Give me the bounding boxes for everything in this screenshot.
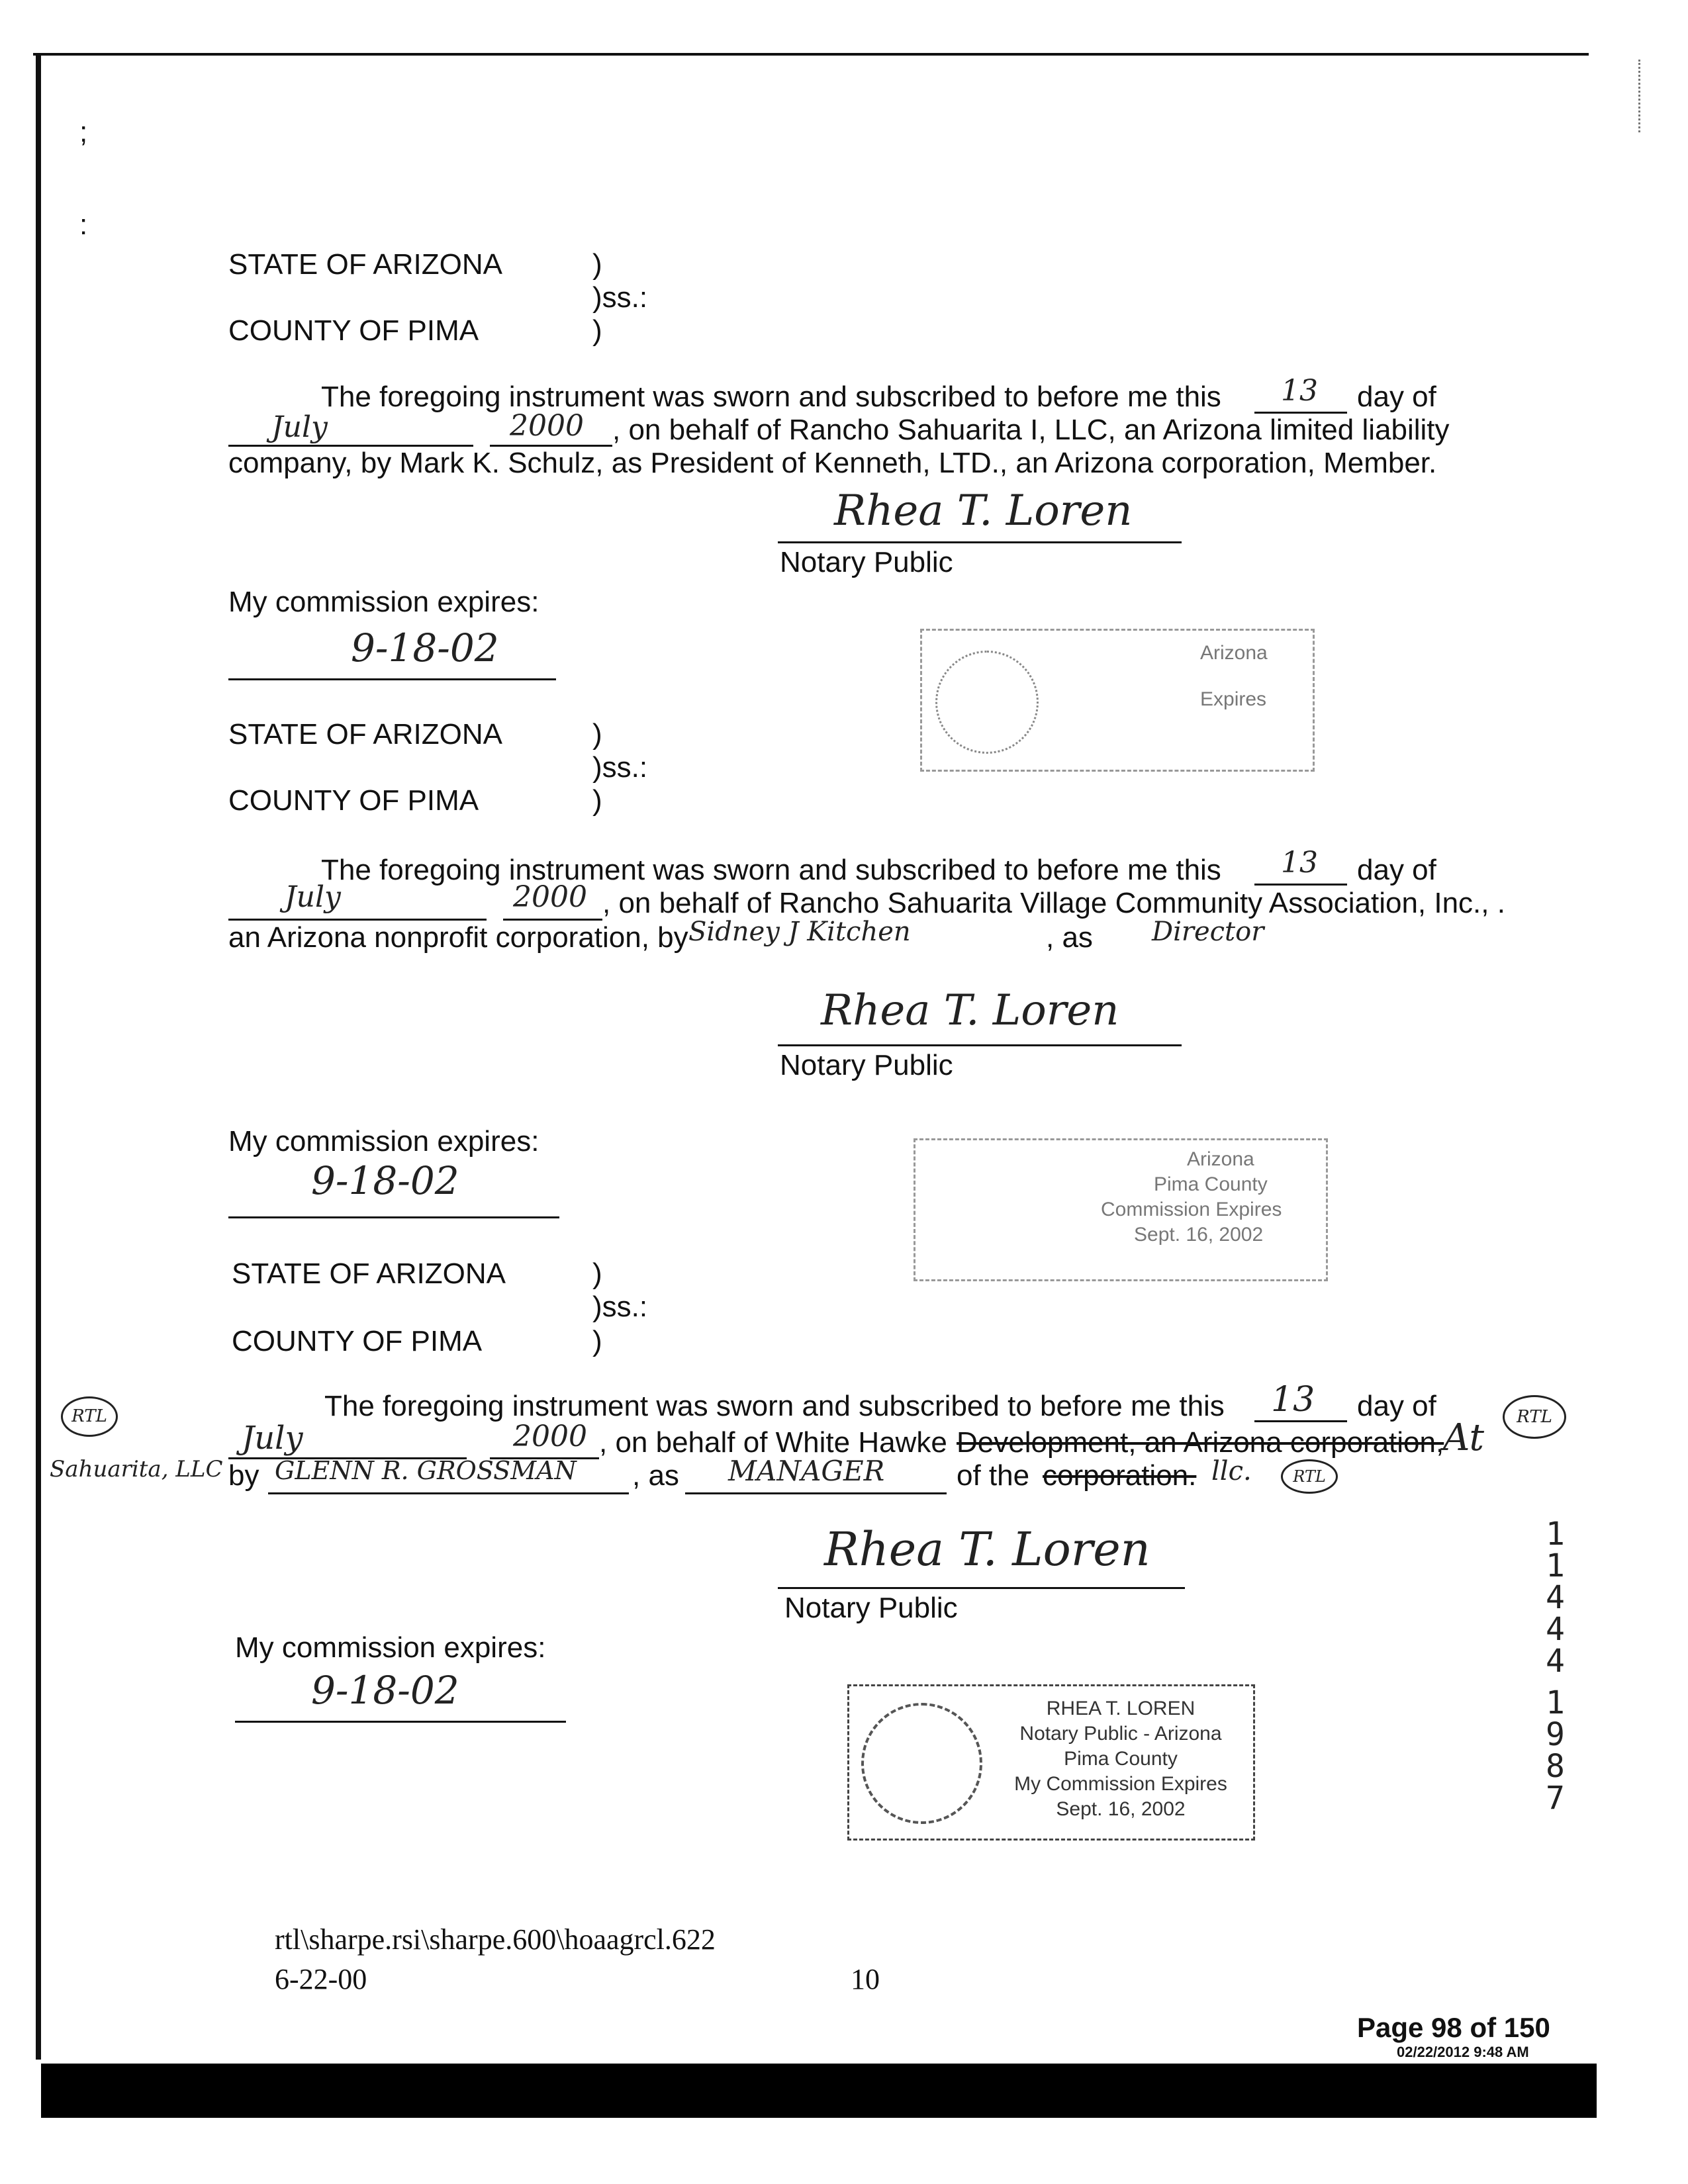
- year-underline: [503, 919, 602, 921]
- recording-digit: 4: [1546, 1611, 1565, 1648]
- stamp-text-line: My Commission Expires: [1014, 1773, 1227, 1795]
- notary-signature: Rhea T. Loren: [834, 486, 1133, 535]
- commission-label: My commission expires:: [228, 586, 539, 618]
- file-path: rtl\sharpe.rsi\sharpe.600\hoaagrcl.622: [275, 1923, 716, 1956]
- commission-label: My commission expires:: [235, 1631, 546, 1664]
- notary-stamp-faint-2: [914, 1138, 1328, 1281]
- stamp-text-line: Notary Public - Arizona: [1019, 1723, 1222, 1745]
- month-handwritten: July: [242, 1420, 303, 1457]
- day-handwritten: 13: [1271, 1380, 1315, 1420]
- day-underline: [1254, 884, 1347, 886]
- page-number: 10: [851, 1963, 880, 1995]
- state-label: STATE OF ARIZONA: [228, 248, 502, 281]
- as-label: , as: [1046, 921, 1093, 954]
- recording-digit: 9: [1546, 1716, 1565, 1753]
- county-label: COUNTY OF PIMA: [228, 784, 479, 817]
- county-label: COUNTY OF PIMA: [232, 1325, 483, 1357]
- llc-handwritten: llc.: [1211, 1456, 1252, 1486]
- of-the-label: of the: [957, 1459, 1030, 1492]
- commission-underline: [228, 1216, 559, 1218]
- notary-stamp-faint-1: [920, 629, 1315, 772]
- margin-note-right: At: [1443, 1416, 1484, 1459]
- commission-date: 9-18-02: [311, 1668, 459, 1713]
- paren: ): [592, 784, 602, 817]
- ss-label: )ss.:: [592, 751, 648, 784]
- notary-signature: Rhea T. Loren: [821, 986, 1119, 1035]
- stamp-text-line: Commission Expires: [1101, 1199, 1282, 1220]
- oath-line-2: , on behalf of Rancho Sahuarita I, LLC, an Arizona limited liability: [612, 414, 1450, 446]
- initials-circle-inline: RTL: [1281, 1459, 1338, 1494]
- oath-line-1: The foregoing instrument was sworn and subscribed to before me this: [321, 854, 1221, 886]
- day-underline: [1254, 1420, 1347, 1422]
- day-of-label: day of: [1357, 854, 1436, 886]
- signature-line: [778, 1044, 1182, 1046]
- stray-mark-2: :: [79, 208, 88, 241]
- oath-line-3: company, by Mark K. Schulz, as President of Kenneth, LTD., an Arizona corporation, Member.: [228, 447, 1437, 479]
- initials-circle-right: RTL: [1503, 1395, 1566, 1439]
- paren: ): [592, 248, 602, 281]
- commission-underline: [228, 678, 556, 680]
- as-label: , as: [632, 1459, 679, 1492]
- stamp-text-line: Arizona: [1200, 642, 1268, 664]
- month-underline: [228, 919, 487, 921]
- title-handwritten: MANAGER: [728, 1455, 885, 1487]
- ss-label: )ss.:: [592, 281, 648, 314]
- notary-stamp: [847, 1684, 1255, 1841]
- notary-public-label: Notary Public: [780, 546, 953, 578]
- day-of-label: day of: [1357, 381, 1436, 413]
- title-handwritten: Director: [1152, 917, 1264, 947]
- recording-digit: 8: [1546, 1748, 1565, 1785]
- by-name-handwritten: GLENN R. GROSSMAN: [275, 1456, 577, 1485]
- print-timestamp: 02/22/2012 9:48 AM: [1397, 2044, 1529, 2060]
- recording-digit: 1: [1546, 1516, 1565, 1553]
- state-label: STATE OF ARIZONA: [232, 1257, 506, 1290]
- oath-line-2-struck: Development, an Arizona corporation,: [957, 1426, 1444, 1459]
- day-handwritten: 13: [1281, 374, 1318, 408]
- oath-line-1: The foregoing instrument was sworn and subscribed to before me this: [321, 381, 1221, 413]
- ss-label: )ss.:: [592, 1291, 648, 1323]
- day-handwritten: 13: [1281, 846, 1318, 880]
- stamp-seal: [935, 651, 1039, 754]
- bottom-bar: [41, 2064, 1597, 2118]
- paren: ): [592, 314, 602, 347]
- oath-line-1: The foregoing instrument was sworn and subscribed to before me this: [324, 1390, 1225, 1422]
- state-label: STATE OF ARIZONA: [228, 718, 502, 751]
- left-border: [36, 54, 41, 2060]
- stamp-text-line: Expires: [1200, 688, 1267, 710]
- by-label: by: [228, 1459, 259, 1492]
- by-name-handwritten: Sidney J Kitchen: [688, 917, 911, 947]
- month-handwritten: July: [271, 410, 328, 444]
- initials-circle-left: RTL: [61, 1396, 118, 1437]
- notary-signature: Rhea T. Loren: [824, 1522, 1150, 1576]
- notary-public-label: Notary Public: [784, 1592, 958, 1624]
- commission-date: 9-18-02: [311, 1158, 459, 1203]
- notary-public-label: Notary Public: [780, 1049, 953, 1081]
- recording-digit: 4: [1546, 1579, 1565, 1616]
- margin-note-left: Sahuarita, LLC: [50, 1456, 223, 1482]
- stamp-text-line: Sept. 16, 2002: [1056, 1798, 1186, 1820]
- commission-date: 9-18-02: [351, 625, 499, 670]
- oath-line-3: an Arizona nonprofit corporation, by: [228, 921, 688, 954]
- recording-digit: 1: [1546, 1684, 1565, 1721]
- paren: ): [592, 718, 602, 751]
- right-edge-marks: [1625, 60, 1640, 132]
- struck-word: corporation.: [1043, 1459, 1197, 1492]
- stamp-text-line: Pima County: [1154, 1173, 1268, 1195]
- stamp-text-line: RHEA T. LOREN: [1046, 1698, 1196, 1719]
- paren: ): [592, 1257, 602, 1290]
- paren: ): [592, 1325, 602, 1357]
- recording-digit: 1: [1546, 1547, 1565, 1584]
- doc-date: 6-22-00: [275, 1963, 367, 1995]
- stamp-text-line: Sept. 16, 2002: [1134, 1224, 1264, 1246]
- month-handwritten: July: [285, 880, 341, 914]
- oath-line-2: , on behalf of Rancho Sahuarita Village Community Association, Inc., .: [602, 887, 1505, 919]
- recording-digit: 4: [1546, 1643, 1565, 1680]
- commission-label: My commission expires:: [228, 1125, 539, 1158]
- by-name-underline: [268, 1492, 629, 1494]
- oath-line-2: , on behalf of White Hawke: [599, 1426, 947, 1459]
- top-border: [33, 53, 1589, 56]
- year-handwritten: 2000: [510, 409, 584, 443]
- year-handwritten: 2000: [513, 1420, 587, 1453]
- day-of-label: day of: [1357, 1390, 1436, 1422]
- stamp-seal: [861, 1703, 982, 1824]
- signature-line: [778, 1587, 1185, 1589]
- county-label: COUNTY OF PIMA: [228, 314, 479, 347]
- page-of-counter: Page 98 of 150: [1357, 2012, 1550, 2043]
- signature-line: [778, 541, 1182, 543]
- title-underline: [685, 1492, 947, 1494]
- stray-mark-1: ;: [79, 116, 88, 148]
- commission-underline: [235, 1721, 566, 1723]
- recording-digit: 7: [1546, 1780, 1565, 1817]
- stamp-text-line: Arizona: [1187, 1148, 1254, 1170]
- year-handwritten: 2000: [513, 880, 587, 914]
- stamp-text-line: Pima County: [1064, 1748, 1178, 1770]
